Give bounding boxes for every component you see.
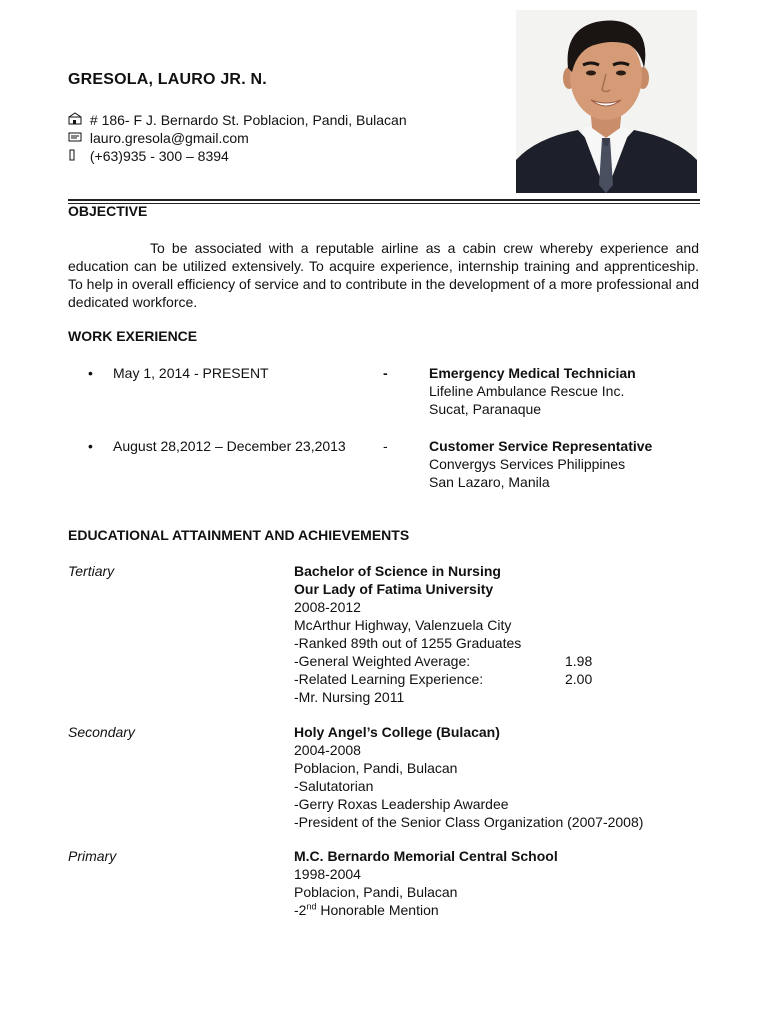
school-address: McArthur Highway, Valenzuela City <box>294 617 512 633</box>
school-address: Poblacion, Pandi, Bulacan <box>294 760 458 776</box>
education-heading: EDUCATIONAL ATTAINMENT AND ACHIEVEMENTS <box>68 527 410 543</box>
company-name: Convergys Services Philippines <box>429 456 626 472</box>
applicant-photo <box>516 10 697 193</box>
work-dash: - <box>383 365 388 381</box>
school-address: Poblacion, Pandi, Bulacan <box>294 884 458 900</box>
email-text: lauro.gresola@gmail.com <box>89 130 249 146</box>
achievement-item: -Gerry Roxas Leadership Awardee <box>294 796 509 812</box>
company-location: San Lazaro, Manila <box>429 474 550 490</box>
phone-icon <box>68 148 86 166</box>
bullet: • <box>88 438 93 454</box>
objective-text: To be associated with a reputable airline as a cabin crew whereby experience and education can be utilized extensively. To acquire experience, internship training and apprenticeship. To help in overall efficiency of service and to contribute in the development of a more professional and dedicated workforce. <box>68 240 699 310</box>
school-name: Holy Angel’s College (Bulacan) <box>294 724 500 740</box>
education-detail <box>294 723 643 831</box>
email-icon <box>68 130 86 148</box>
award-prefix: -2 <box>294 902 307 918</box>
gwa-label: -General Weighted Average: <box>294 653 471 669</box>
school-name: M.C. Bernardo Memorial Central School <box>294 848 558 864</box>
header-divider-thick <box>68 199 700 201</box>
address-text: # 186- F J. Bernardo St. Poblacion, Pandi, Bulacan <box>89 112 407 128</box>
education-detail <box>294 847 558 919</box>
achievement-item <box>294 652 592 670</box>
achievement-item: -Salutatorian <box>294 778 374 794</box>
school-years: 1998-2004 <box>294 866 361 882</box>
achievement-item: -Ranked 89th out of 1255 Graduates <box>294 635 522 651</box>
company-name: Lifeline Ambulance Rescue Inc. <box>429 383 625 399</box>
achievement-item <box>294 901 558 919</box>
education-detail <box>294 562 592 706</box>
phone-text: (+63)935 - 300 – 8394 <box>89 148 229 164</box>
degree-name: Bachelor of Science in Nursing <box>294 563 501 579</box>
school-years: 2004-2008 <box>294 742 361 758</box>
work-detail <box>429 437 652 491</box>
job-title: Customer Service Representative <box>429 438 653 454</box>
applicant-name: GRESOLA, LAURO JR. N. <box>68 71 267 88</box>
work-detail <box>429 364 636 418</box>
work-dates: May 1, 2014 - PRESENT <box>113 365 269 381</box>
gwa-value: 1.98 <box>565 653 593 669</box>
contact-email <box>68 129 249 148</box>
work-dash: - <box>383 438 388 454</box>
education-level: Primary <box>68 848 117 864</box>
achievement-item <box>294 670 592 688</box>
objective-heading: OBJECTIVE <box>68 203 148 219</box>
school-name: Our Lady of Fatima University <box>294 581 494 597</box>
work-dates: August 28,2012 – December 23,2013 <box>113 438 346 454</box>
achievement-item: -President of the Senior Class Organization (2007-2008) <box>294 814 644 830</box>
award-superscript: nd <box>306 901 317 912</box>
contact-address <box>68 111 407 130</box>
company-location: Sucat, Paranaque <box>429 401 542 417</box>
contact-phone <box>68 147 229 166</box>
bullet: • <box>88 365 93 381</box>
school-years: 2008-2012 <box>294 599 361 615</box>
address-icon <box>68 112 86 130</box>
job-title: Emergency Medical Technician <box>429 365 636 381</box>
achievement-item: -Mr. Nursing 2011 <box>294 689 405 705</box>
work-experience-heading: WORK EXERIENCE <box>68 328 198 344</box>
header-divider-thin <box>68 203 700 204</box>
rle-label: -Related Learning Experience: <box>294 671 484 687</box>
rle-value: 2.00 <box>565 671 593 687</box>
award-suffix: Honorable Mention <box>316 902 439 918</box>
education-level: Tertiary <box>68 563 115 579</box>
education-level: Secondary <box>68 724 135 740</box>
